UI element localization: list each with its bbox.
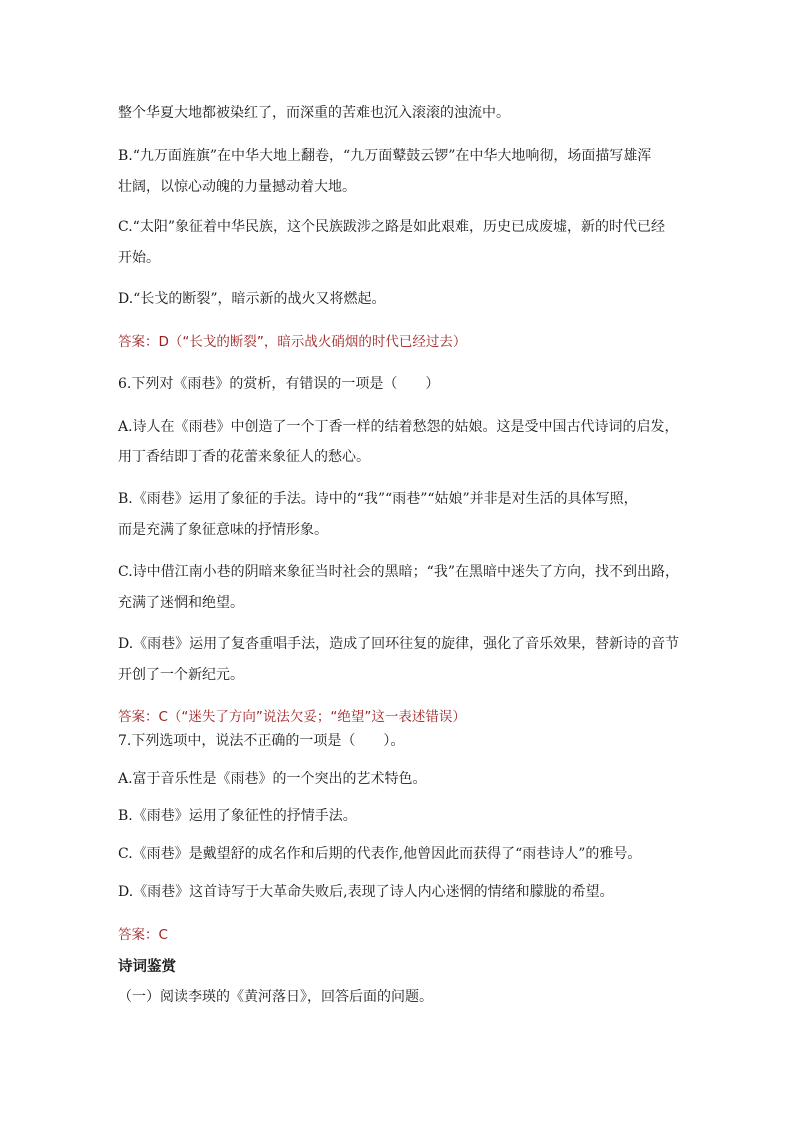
q6-option-c-line: C.诗中借江南小巷的阴暗来象征当时社会的黑暗；“我”在黑暗中迷失了方向，找不到出路， — [118, 564, 679, 580]
answer-7: 答案：C — [118, 927, 168, 943]
question-6: 6.下列对《雨巷》的赏析，有错误的一项是（ ） — [118, 376, 440, 392]
q6-option-c-line-continued: 充满了迷惘和绝望。 — [118, 595, 244, 611]
q6-option-d-line-continued: 开创了一个新纪元。 — [118, 667, 244, 683]
option-c-line: C.“太阳”象征着中华民族，这个民族跋涉之路是如此艰难，历史已成废墟，新的时代已经 — [118, 219, 665, 235]
q7-option-c: C.《雨巷》是戴望舒的成名作和后期的代表作,他曾因此而获得了“雨巷诗人”的雅号。 — [118, 846, 642, 862]
answer-6: 答案：C（“迷失了方向”说法欠妥；“绝望”这一表述错误） — [118, 709, 466, 725]
q6-option-b-line: B.《雨巷》运用了象征的手法。诗中的“我”“雨巷”“姑娘”并非是对生活的具体写照， — [118, 491, 638, 507]
paragraph-line: 整个华夏大地都被染红了，而深重的苦难也沉入滚滚的浊流中。 — [118, 105, 510, 121]
question-7: 7.下列选项中，说法不正确的一项是（ ）。 — [118, 733, 405, 749]
option-d-line: D.“长戈的断裂”，暗示新的战火又将燃起。 — [118, 291, 386, 307]
q6-option-b-line-continued: 而是充满了象征意味的抒情形象。 — [118, 522, 328, 538]
q6-option-d-line: D.《雨巷》运用了复沓重唱手法，造成了回环往复的旋律，强化了音乐效果，替新诗的音节 — [118, 636, 680, 652]
q7-option-d: D.《雨巷》这首诗写于大革命失败后,表现了诗人内心迷惘的情绪和朦胧的希望。 — [118, 884, 614, 900]
q7-option-a: A.富于音乐性是《雨巷》的一个突出的艺术特色。 — [118, 771, 427, 787]
q6-option-a-line: A.诗人在《雨巷》中创造了一个丁香一样的结着愁怨的姑娘。这是受中国古代诗词的启发， — [118, 419, 679, 435]
q6-option-a-line-continued: 用丁香结即丁香的花蕾来象征人的愁心。 — [118, 449, 370, 465]
answer-5: 答案：D（“长戈的断裂”，暗示战火硝烟的时代已经过去） — [118, 334, 467, 350]
q7-option-b: B.《雨巷》运用了象征性的抒情手法。 — [118, 808, 357, 824]
option-b-line: B.“九万面旌旗”在中华大地上翻卷，“九万面鼙鼓云锣”在中华大地响彻，场面描写雄浑 — [118, 148, 652, 164]
section-heading: 诗词鉴赏 — [118, 959, 176, 975]
section-intro: （一）阅读李瑛的《黄河落日》，回答后面的问题。 — [118, 989, 433, 1005]
option-c-line-continued: 开始。 — [118, 250, 160, 266]
option-b-line-continued: 壮阔，以惊心动魄的力量撼动着大地。 — [118, 179, 356, 195]
